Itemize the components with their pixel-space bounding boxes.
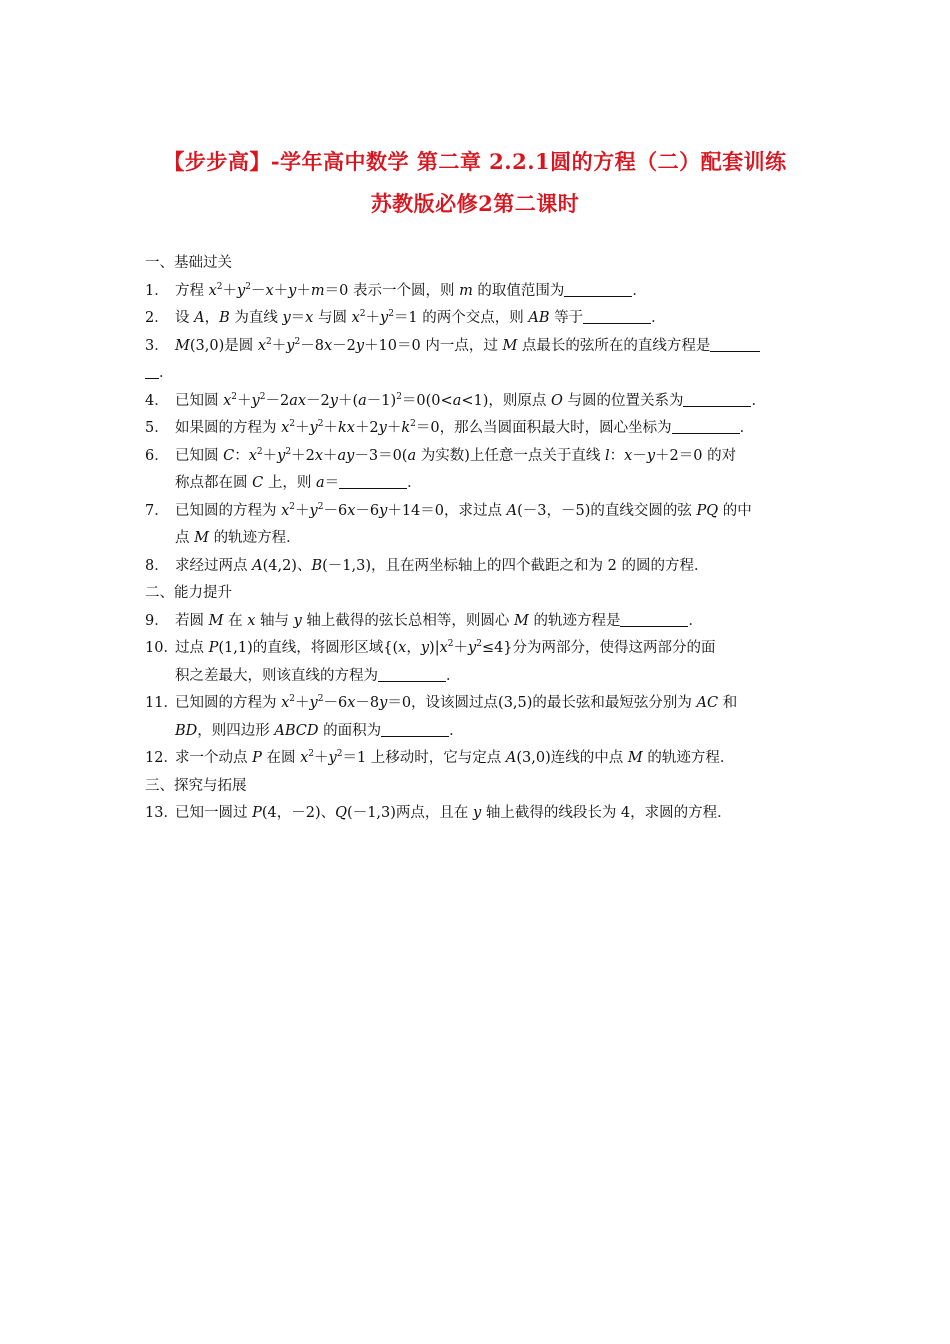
question-7-continuation: 点 M 的轨迹方程． bbox=[175, 530, 301, 546]
question-number: 3． bbox=[145, 337, 169, 354]
answer-blank[interactable] bbox=[381, 720, 449, 737]
question-number: 9． bbox=[145, 612, 169, 629]
question-13: 13． 已知一圆过 P(4，－2)、Q(－1,3)两点，且在 y 轴上截得的线段长为 4，求圆的方程． bbox=[145, 800, 810, 828]
answer-blank[interactable] bbox=[564, 280, 632, 297]
question-number: 11． bbox=[145, 695, 178, 711]
section-heading-extension: 三、探究与拓展 bbox=[145, 777, 247, 794]
question-10: 10． 过点 P(1,1)的直线，将圆形区域{(x，$y)|x^2+y^2\le 4$}分为两部分，使得这两部分的面 bbox=[145, 635, 810, 663]
question-6-continuation: 称点都在圆 C 上，则 a＝ ． bbox=[145, 470, 810, 498]
answer-blank[interactable] bbox=[378, 665, 446, 682]
question-10-continuation: 积之差最大，则该直线的方程为 ． bbox=[145, 663, 810, 691]
answer-blank[interactable] bbox=[339, 472, 407, 489]
section-heading-advanced: 二、能力提升 bbox=[145, 585, 232, 601]
question-number: 13． bbox=[145, 805, 178, 821]
question-number: 7． bbox=[145, 502, 169, 519]
answer-blank-end bbox=[145, 362, 159, 379]
question-3: 3． M(3,0)是圆 $x^2+y^2-8x-2y+10=0$ 内一点，过 M 点最长的弦所在的直线方程是 bbox=[145, 333, 810, 361]
question-11-continuation: BD，则四边形 ABCD 的面积为 ． bbox=[145, 718, 810, 746]
answer-blank[interactable] bbox=[672, 417, 740, 434]
question-8: 8． 求经过两点 A(4,2)、B(－1,3)，且在两坐标轴上的四个截距之和为 2 的圆的方程． bbox=[145, 553, 810, 581]
question-number: 4． bbox=[145, 392, 169, 409]
question-7: 7． 已知圆的方程为 $x^2+y^2-6x-6y+14=0$，求过点 A(－3，－5)的直线交圆的弦 PQ 的中 bbox=[145, 498, 810, 526]
question-5: 5． 如果圆的方程为 $x^2+y^2+kx+2y+k^2=0$，那么当圆面积最大时，圆心坐标为 ． bbox=[145, 415, 810, 443]
question-1: 1． 方程 $x^2+y^2-x+y+m=0$ 表示一个圆，则 m 的取值范围为 ． bbox=[145, 278, 810, 306]
question-3-continuation: ． bbox=[145, 360, 810, 388]
question-number: 1． bbox=[145, 282, 169, 299]
document-title-line-1: 【步步高】-学年高中数学 第二章 2.2.1圆的方程（二）配套训练 bbox=[163, 149, 787, 174]
question-number: 12． bbox=[145, 750, 178, 766]
question-number: 6． bbox=[145, 447, 169, 464]
question-9: 9． 若圆 M 在 x 轴与 y 轴上截得的弦长总相等，则圆心 M 的轨迹方程是 ． bbox=[145, 608, 810, 636]
question-12: 12． 求一个动点 P 在圆 $x^2+y^2=1$ 上移动时，它与定点 A(3,0)连线的中点 M 的轨迹方程． bbox=[145, 745, 810, 773]
question-number: 2． bbox=[145, 310, 169, 326]
answer-blank[interactable] bbox=[683, 390, 751, 407]
question-2: 2． 设 A，B 为直线 y＝x 与圆 $x^2+y^2=1$ 的两个交点，则 AB 等于 ． bbox=[145, 305, 810, 333]
answer-blank[interactable] bbox=[710, 335, 760, 352]
question-number: 5． bbox=[145, 420, 169, 436]
exercise-list bbox=[145, 250, 810, 828]
answer-blank[interactable] bbox=[583, 307, 651, 324]
question-11: 11． 已知圆的方程为 $x^2+y^2-6x-8y=0$，设该圆过点(3,5)的最长弦和最短弦分别为 AC 和 bbox=[145, 690, 810, 718]
answer-blank[interactable] bbox=[620, 610, 688, 627]
question-number: 10． bbox=[145, 640, 178, 656]
question-number: 8． bbox=[145, 557, 169, 574]
section-heading-basic: 一、基础过关 bbox=[145, 255, 232, 271]
question-6: 6． 已知圆 C：$x^2+y^2+2x+ay-3=0(a$ 为实数)上任意一点关于直线 l：x－y＋2＝0 的对 bbox=[145, 443, 810, 471]
question-4: 4． 已知圆 $x^2+y^2-2ax-2y+(a-1)^2=0(0<a<1)$，则原点 O 与圆的位置关系为 ． bbox=[145, 388, 810, 416]
document-title-line-2: 苏教版必修2第二课时 bbox=[370, 191, 580, 216]
